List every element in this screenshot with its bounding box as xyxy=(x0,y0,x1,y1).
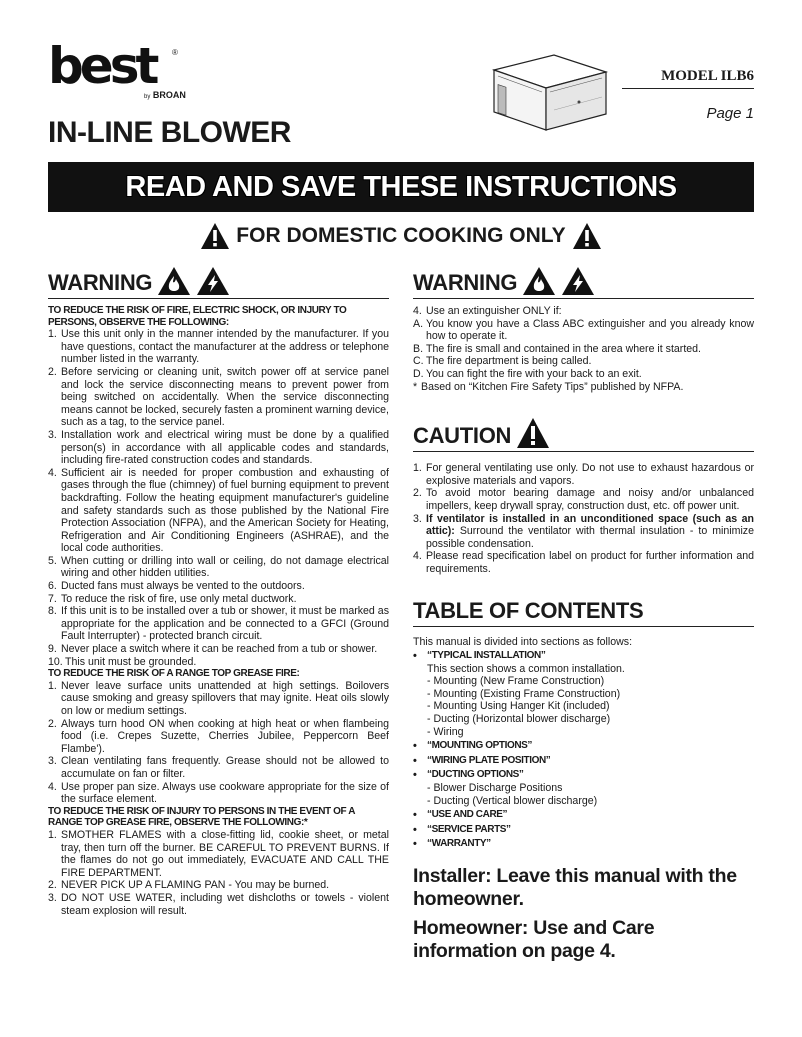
fire-hazard-icon xyxy=(522,266,556,296)
bullet-icon: • xyxy=(413,823,417,836)
homeowner-note: Homeowner: Use and Care information on page 4. xyxy=(413,917,655,962)
toc-entry-service-parts: • “SERVICE PARTS” xyxy=(413,823,511,836)
table-of-contents xyxy=(413,650,754,851)
list-item: 8. If this unit is to be installed over a tub or shower, it must be marked as appropriate for the application and be connected to a GFCI (Ground Fault Interrupter) - protected branch circuit. xyxy=(48,605,389,643)
bullet-icon: • xyxy=(413,754,417,767)
warning-heading-right xyxy=(413,266,754,299)
logo-registered-mark: ® xyxy=(172,48,178,57)
list-item: A. You know you have a Class ABC extinguisher and you already know how to operate it. xyxy=(413,317,754,343)
list-item: 3. If ventilator is installed in an unconditioned space (such as an attic): Surround the ventilator with thermal insulation - to minimize possible condensation. xyxy=(413,512,754,550)
electric-shock-icon xyxy=(196,266,230,296)
list-item: D. You can fight the fire with your back to an exit. xyxy=(413,367,642,380)
product-illustration xyxy=(484,50,614,140)
toc-subitem: - Ducting (Vertical blower discharge) xyxy=(427,794,598,807)
list-item: 1. Never leave surface units unattended at high settings. Boilovers cause smoking and greasy spillovers that may ignite. Heat oils slowly on low or medium settings. xyxy=(48,679,389,717)
right-column xyxy=(413,266,754,963)
left-column xyxy=(48,266,389,917)
toc-entry-ducting-options: • “DUCTING OPTIONS” xyxy=(413,769,524,782)
toc-entry-typical-installation: • “TYPICAL INSTALLATION” xyxy=(413,650,546,663)
toc-entry-use-and-care: • “USE AND CARE” xyxy=(413,809,508,822)
brand-logo xyxy=(48,37,186,104)
domestic-notice xyxy=(0,222,802,250)
warning-triangle-icon xyxy=(572,222,602,250)
list-item: 3. Installation work and electrical wiring must be done by a qualified person(s) in accordance with all applicable codes and standards, including fire-rated construction codes and standards. xyxy=(48,428,389,467)
toc-entry-wiring-plate: • “WIRING PLATE POSITION” xyxy=(413,754,551,767)
list-item: 9. Never place a switch where it can be reached from a tub or shower. xyxy=(48,643,378,656)
toc-subitem: - Mounting Using Hanger Kit (included) xyxy=(427,700,610,713)
warning-triangle-icon xyxy=(200,222,230,250)
list-item: 1. SMOTHER FLAMES with a close-fitting lid, cookie sheet, or metal tray, then turn off the burner. BE CAREFUL TO PREVENT BURNS. If the flames do not go out immediately, EVACUATE AND CALL THE FIRE DEPARTMENT. xyxy=(48,828,389,879)
warning-lead-injury: TO REDUCE THE RISK OF INJURY TO PERSONS IN THE EVENT OF A RANGE TOP GREASE FIRE, OBSERVE THE FOLLOWING:* xyxy=(48,805,355,829)
list-item: 1. Use this unit only in the manner intended by the manufacturer. If you have questions, contact the manufacturer at the address or telephone number listed in the warranty. xyxy=(48,328,389,366)
bullet-icon: • xyxy=(413,809,417,822)
list-item: C. The fire department is being called. xyxy=(413,355,592,368)
list-item: 2. To avoid motor bearing damage and noisy and/or unbalanced impellers, keep drywall spray, construction dust, etc. off power unit. xyxy=(413,487,754,512)
toc-description: This section shows a common installation. xyxy=(427,662,625,675)
toc-entry-mounting-options: • “MOUNTING OPTIONS” xyxy=(413,740,533,753)
extinguisher-list xyxy=(413,305,754,393)
toc-intro: This manual is divided into sections as follows: xyxy=(413,635,633,648)
list-item: * Based on “Kitchen Fire Safety Tips” published by NFPA. xyxy=(413,380,684,393)
caution-heading xyxy=(413,417,754,452)
list-item: 7. To reduce the risk of fire, use only metal ductwork. xyxy=(48,592,297,605)
list-item: 4. Use proper pan size. Always use cookware appropriate for the size of the surface element. xyxy=(48,780,389,806)
toc-subitem: - Mounting (New Frame Construction) xyxy=(427,675,605,688)
electric-shock-icon xyxy=(561,266,595,296)
page-number: Page 1 xyxy=(706,105,754,122)
logo-byline: by BROAN xyxy=(144,90,186,100)
installer-note: Installer: Leave this manual with the homeowner. xyxy=(413,865,737,910)
domestic-notice-text: FOR DOMESTIC COOKING ONLY xyxy=(236,224,566,247)
list-item: 10. This unit must be grounded. xyxy=(48,655,197,668)
warning-heading-text: WARNING xyxy=(413,270,518,295)
warning-heading-left xyxy=(48,266,389,299)
instructions-banner xyxy=(48,162,754,212)
list-item: 2. Before servicing or cleaning unit, switch power off at service panel and lock the service disconnecting means to prevent power from being switched on accidentally. When the service disconnecting means cannot be locked, securely fasten a prominent warning device, such as a tag, to the service panel. xyxy=(48,365,389,429)
caution-heading-text: CAUTION xyxy=(413,423,512,449)
warning-list-general xyxy=(48,328,389,668)
list-item: 4. Use an extinguisher ONLY if: xyxy=(413,305,562,317)
page-title: IN-LINE BLOWER xyxy=(48,116,291,149)
list-item: 2. Always turn hood ON when cooking at high heat or when flambeing food (i.e. Crepes Suzette, Cherries Jubilee, Peppercorn Beef Flambe'). xyxy=(48,717,389,755)
warning-lead-grease-fire: TO REDUCE THE RISK OF A RANGE TOP GREASE FIRE: xyxy=(48,668,300,680)
bullet-icon: • xyxy=(413,650,417,663)
list-item: 1. For general ventilating use only. Do not use to exhaust hazardous or explosive materials and vapors. xyxy=(413,462,754,487)
bullet-icon: • xyxy=(413,740,417,753)
toc-heading-text: TABLE OF CONTENTS xyxy=(413,597,644,623)
warning-lead-fire-shock: TO REDUCE THE RISK OF FIRE, ELECTRIC SHOCK, OR INJURY TO PERSONS, OBSERVE THE FOLLOWING: xyxy=(48,305,347,328)
toc-heading xyxy=(413,598,754,627)
toc-subitem: - Wiring xyxy=(427,725,464,738)
bullet-icon: • xyxy=(413,769,417,782)
list-item: 2. NEVER PICK UP A FLAMING PAN - You may be burned. xyxy=(48,879,330,892)
logo-wordmark: best xyxy=(48,37,156,95)
warning-list-injury xyxy=(48,829,389,917)
warning-triangle-icon xyxy=(516,417,550,449)
list-item: 3. DO NOT USE WATER, including wet dishcloths or towels - violent steam explosion will result. xyxy=(48,891,389,917)
model-number: MODEL ILB6 xyxy=(661,68,754,84)
list-item: 5. When cutting or drilling into wall or ceiling, do not damage electrical wiring and other hidden utilities. xyxy=(48,554,389,580)
banner-text: READ AND SAVE THESE INSTRUCTIONS xyxy=(125,170,677,203)
toc-subitem: - Mounting (Existing Frame Construction) xyxy=(427,687,621,700)
list-item: 4. Please read specification label on product for further information and requirements. xyxy=(413,550,754,575)
toc-subitem: - Ducting (Horizontal blower discharge) xyxy=(427,713,611,726)
toc-entry-warranty: • “WARRANTY” xyxy=(413,838,491,851)
warning-list-grease-fire xyxy=(48,680,389,806)
toc-subitem: - Blower Discharge Positions xyxy=(427,782,563,795)
list-item: 6. Ducted fans must always be vented to the outdoors. xyxy=(48,580,305,593)
model-divider xyxy=(622,88,754,89)
bullet-icon: • xyxy=(413,838,417,851)
warning-heading-text: WARNING xyxy=(48,270,153,295)
caution-list xyxy=(413,462,754,575)
list-item: B. The fire is small and contained in the area where it started. xyxy=(413,342,701,355)
fire-hazard-icon xyxy=(157,266,191,296)
list-item: 4. Sufficient air is needed for proper combustion and exhausting of gases through the flue (chimney) of fuel burning equipment to prevent backdrafting. Follow the heating equipment manufacturer's guideline and safety standards such as those published by the National Fire Protection Association (NFPA), and the American Society for Heating, Refrigeration and Air Conditioning Engineers (ASHRAE), and the local code authorities. xyxy=(48,466,389,555)
list-item: 3. Clean ventilating fans frequently. Grease should not be allowed to accumulate on fan or filter. xyxy=(48,755,389,780)
